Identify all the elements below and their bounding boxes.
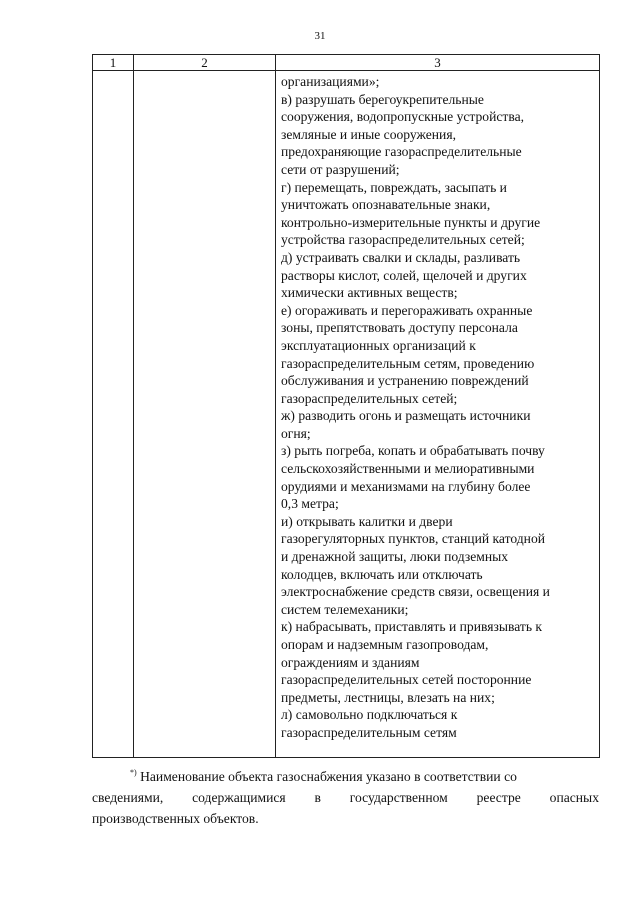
table-text-line: предметы, лестницы, влезать на них; [281,689,495,705]
table-text-line: газораспределительных сетей; [281,390,458,406]
table-text-line: контрольно-измерительные пункты и другие [281,214,541,230]
table-text-line: и) открывать калитки и двери [281,513,453,529]
column-header-1: 1 [93,55,134,71]
table-text-line: л) самовольно подключаться к [281,707,458,723]
table-text-line: обслуживания и устранению повреждений [281,373,529,389]
table-text-line: растворы кислот, солей, щелочей и других [281,267,527,283]
table-text-line: устройства газораспределительных сетей; [281,232,525,248]
table-text-line: газорегуляторных пунктов, станций катодной [281,531,546,547]
page-number: 31 [314,30,326,42]
document-table [92,54,600,758]
table-text-line: сельскохозяйственными и мелиоративными [281,461,535,477]
table-text-line: колодцев, включать или отключать [281,566,483,582]
table-text-line: предохраняющие газораспределительные [281,144,522,160]
table-text-line: огня; [281,425,311,441]
table-text-line: газораспределительным сетям [281,724,457,740]
table-cell-col2 [134,71,276,758]
table-header-row [93,55,600,71]
table-text-line: д) устраивать свалки и склады, разливать [281,249,521,265]
footnote-text-1: Наименование объекта газоснабжения указано в соответствии со [140,769,517,784]
table-text-line: электроснабжение средств связи, освещения и [281,584,550,600]
table-text-line: зоны, препятствовать доступу персонала [281,320,518,336]
table-text-line: ограждениям и зданиям [281,654,420,670]
table-text-line: 0,3 метра; [281,496,339,512]
table-cell-col1 [93,71,134,758]
table-text-line: газораспределительным сетям, проведению [281,355,535,371]
table-text-line: орудиями и механизмами на глубину более [281,478,531,494]
table-text-line: земляные и иные сооружения, [281,126,456,142]
footnote-line-1 [92,762,599,787]
table-text-line: газораспределительных сетей посторонние [281,672,532,688]
table-text-line: з) рыть погреба, копать и обрабатывать почву [281,443,545,459]
table-text-line: к) набрасывать, приставлять и привязывать к [281,619,543,635]
footnote-line-3: производственных объектов. [92,811,259,826]
table-text-line: и дренажной защиты, люки подземных [281,549,509,565]
prohibitions-list [276,71,599,742]
footnote-line-2: сведениями, содержащимися в государственном реестре опасных [92,790,599,805]
table-text-line: эксплуатационных организаций к [281,337,476,353]
table-text-line: е) огораживать и перегораживать охранные [281,302,533,318]
table-text-line: сооружения, водопропускные устройства, [281,109,525,125]
table-row [93,71,600,758]
table-text-line: ж) разводить огонь и размещать источники [281,408,531,424]
table-text-line: организациями»; [281,74,380,89]
footnote-marker: *) [130,768,137,777]
table-text-line: опорам и надземным газопроводам, [281,637,489,652]
table-text-line: химически активных веществ; [281,285,458,301]
column-header-2: 2 [134,55,276,71]
footnote [92,762,599,829]
table-cell-col3 [276,71,600,758]
column-header-3: 3 [276,55,600,71]
table-text-line: уничтожать опознавательные знаки, [281,197,491,213]
table-text-line: систем телемеханики; [281,601,409,617]
table-text-line: г) перемещать, повреждать, засыпать и [281,179,507,195]
table-text-line: сети от разрушений; [281,161,400,177]
table-text-line: в) разрушать берегоукрепительные [281,91,484,107]
